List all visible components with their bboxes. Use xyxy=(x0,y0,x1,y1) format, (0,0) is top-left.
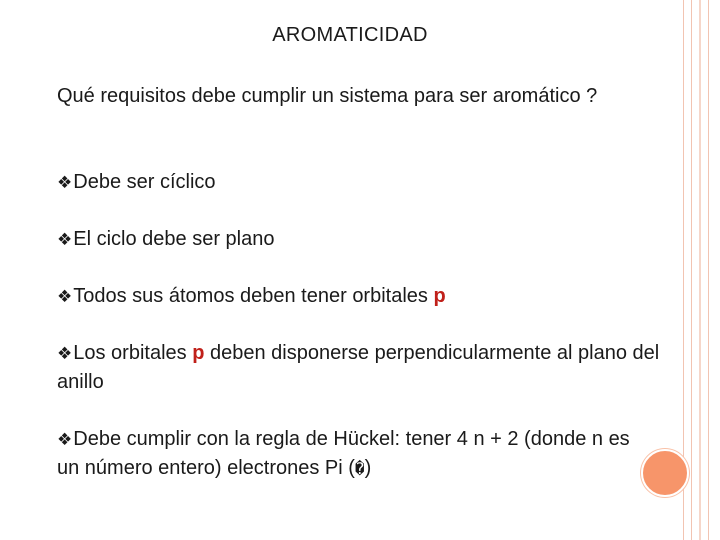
decorative-line xyxy=(699,0,701,540)
bullet-item xyxy=(57,282,446,311)
diamond-bullet-icon: ❖ xyxy=(57,344,73,364)
decorative-circle-icon xyxy=(641,449,689,497)
bullet-item xyxy=(57,168,216,197)
highlight-p: p xyxy=(433,285,446,307)
bullet-text: El ciclo debe ser plano xyxy=(73,228,275,250)
bullet-item xyxy=(57,339,677,396)
bullet-text: Debe cumplir con la regla de Hückel: tener 4 n + 2 (donde n es un número entero) electrones Pi ( xyxy=(57,428,630,479)
question-text: Qué requisitos debe cumplir un sistema para ser aromático ? xyxy=(57,85,598,107)
decorative-line xyxy=(691,0,692,540)
bullet-text: Debe ser cíclico xyxy=(73,171,216,193)
missing-glyph: � xyxy=(354,459,365,478)
decorative-line xyxy=(708,0,709,540)
bullet-text: Los orbitales xyxy=(73,342,193,364)
bullet-text: Todos sus átomos deben tener orbitales xyxy=(73,285,434,307)
diamond-bullet-icon: ❖ xyxy=(57,287,73,307)
diamond-bullet-icon: ❖ xyxy=(57,430,73,450)
bullet-text: ) xyxy=(364,457,372,479)
highlight-p: p xyxy=(192,342,205,364)
slide-title: AROMATICIDAD xyxy=(272,24,428,46)
bullet-text: deben disponerse perpendicularmente al plano del anillo xyxy=(57,342,660,393)
diamond-bullet-icon: ❖ xyxy=(57,230,73,250)
bullet-item xyxy=(57,225,274,254)
bullet-item xyxy=(57,425,637,483)
diamond-bullet-icon: ❖ xyxy=(57,173,73,193)
